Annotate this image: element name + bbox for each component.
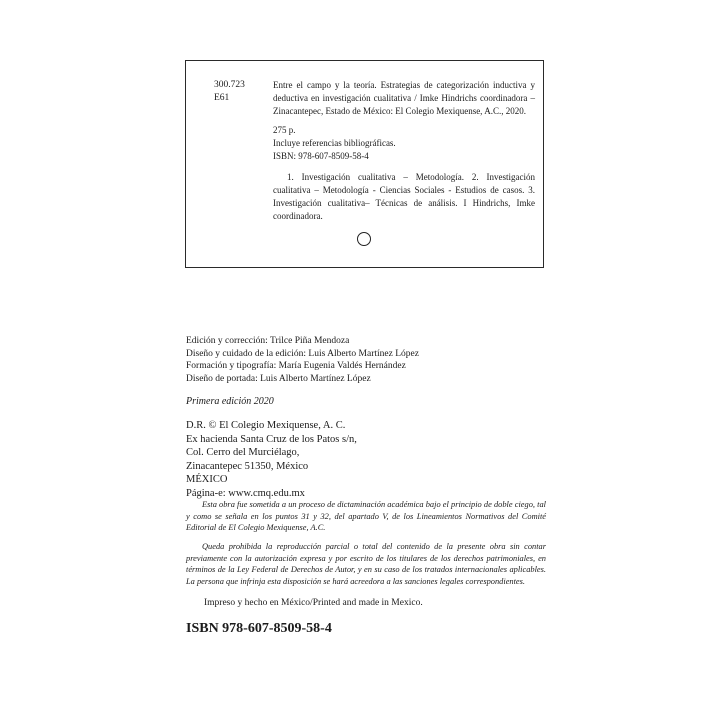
card-isbn: ISBN: 978-607-8509-58-4 — [273, 151, 369, 161]
class-number: 300.723 — [214, 80, 245, 90]
catalog-card — [185, 60, 544, 268]
edition-statement: Primera edición 2020 — [186, 396, 274, 407]
publisher-line: D.R. © El Colegio Mexiquense, A. C. — [186, 420, 346, 431]
credit-line: Edición y corrección: Trilce Piña Mendoza — [186, 336, 350, 346]
publisher-website: Página-e: www.cmq.edu.mx — [186, 487, 305, 499]
publisher-line: Ex hacienda Santa Cruz de los Patos s/n, — [186, 433, 357, 445]
copyright-notice: Queda prohibida la reproducción parcial o total del contenido de la presente obra sin contar previamente con la autorización expresa y por escrito de los titulares de los derechos patrimoniales, en términos de la Ley Federal de Derechos de Autor, y en su caso de los tratados internacionales aplicables. La persona que infrinja esta disposición se hará acreedora a las sanciones legales correspondientes. — [186, 542, 546, 586]
credits-block — [186, 335, 419, 385]
publisher-line: Col. Cerro del Murciélago, — [186, 447, 300, 459]
credit-line: Diseño y cuidado de la edición: Luis Alberto Martínez López — [186, 348, 419, 359]
printed-in-statement: Impreso y hecho en México/Printed and made in Mexico. — [204, 598, 423, 608]
credit-line: Formación y tipografía: María Eugenia Valdés Hernández — [186, 361, 406, 372]
publisher-line: MÉXICO — [186, 474, 228, 486]
catalog-entry — [273, 79, 535, 223]
peer-review-notice: Esta obra fue sometida a un proceso de dictaminación académica bajo el principio de doble ciego, tal y como se señala en los puntos 31 y 32, del apartado V, de los Lineamientos Normativos del Comité Editorial de El Colegio Mexiquense, A.C. — [186, 500, 546, 533]
publisher-block — [186, 419, 357, 501]
title-statement: Entre el campo y la teoría. Estrategias de categorización inductiva y deductiva en investigación cualitativa / Imke Hindrichs coordinadora – Zinacantepec, Estado de México: El Colegio Mexiquense, A.C., 2020. — [273, 80, 535, 116]
pages-note: 275 p. — [273, 125, 296, 135]
isbn-footer: ISBN 978-607-8509-58-4 — [186, 621, 332, 636]
call-number — [214, 79, 245, 105]
bibliography-note: Incluye referencias bibliográficas. — [273, 138, 396, 148]
cutter-number: E61 — [214, 93, 230, 103]
credit-line: Diseño de portada: Luis Alberto Martínez López — [186, 373, 371, 384]
card-punch-hole — [357, 232, 371, 246]
publisher-line: Zinacantepec 51350, México — [186, 460, 309, 472]
subject-headings: 1. Investigación cualitativa – Metodología. 2. Investigación cualitativa – Metodología - Ciencias Sociales - Estudios de casos. 3. Investigación cualitativa– Técnicas de análisis. I Hindrichs, Imke coordinadora. — [273, 172, 535, 221]
